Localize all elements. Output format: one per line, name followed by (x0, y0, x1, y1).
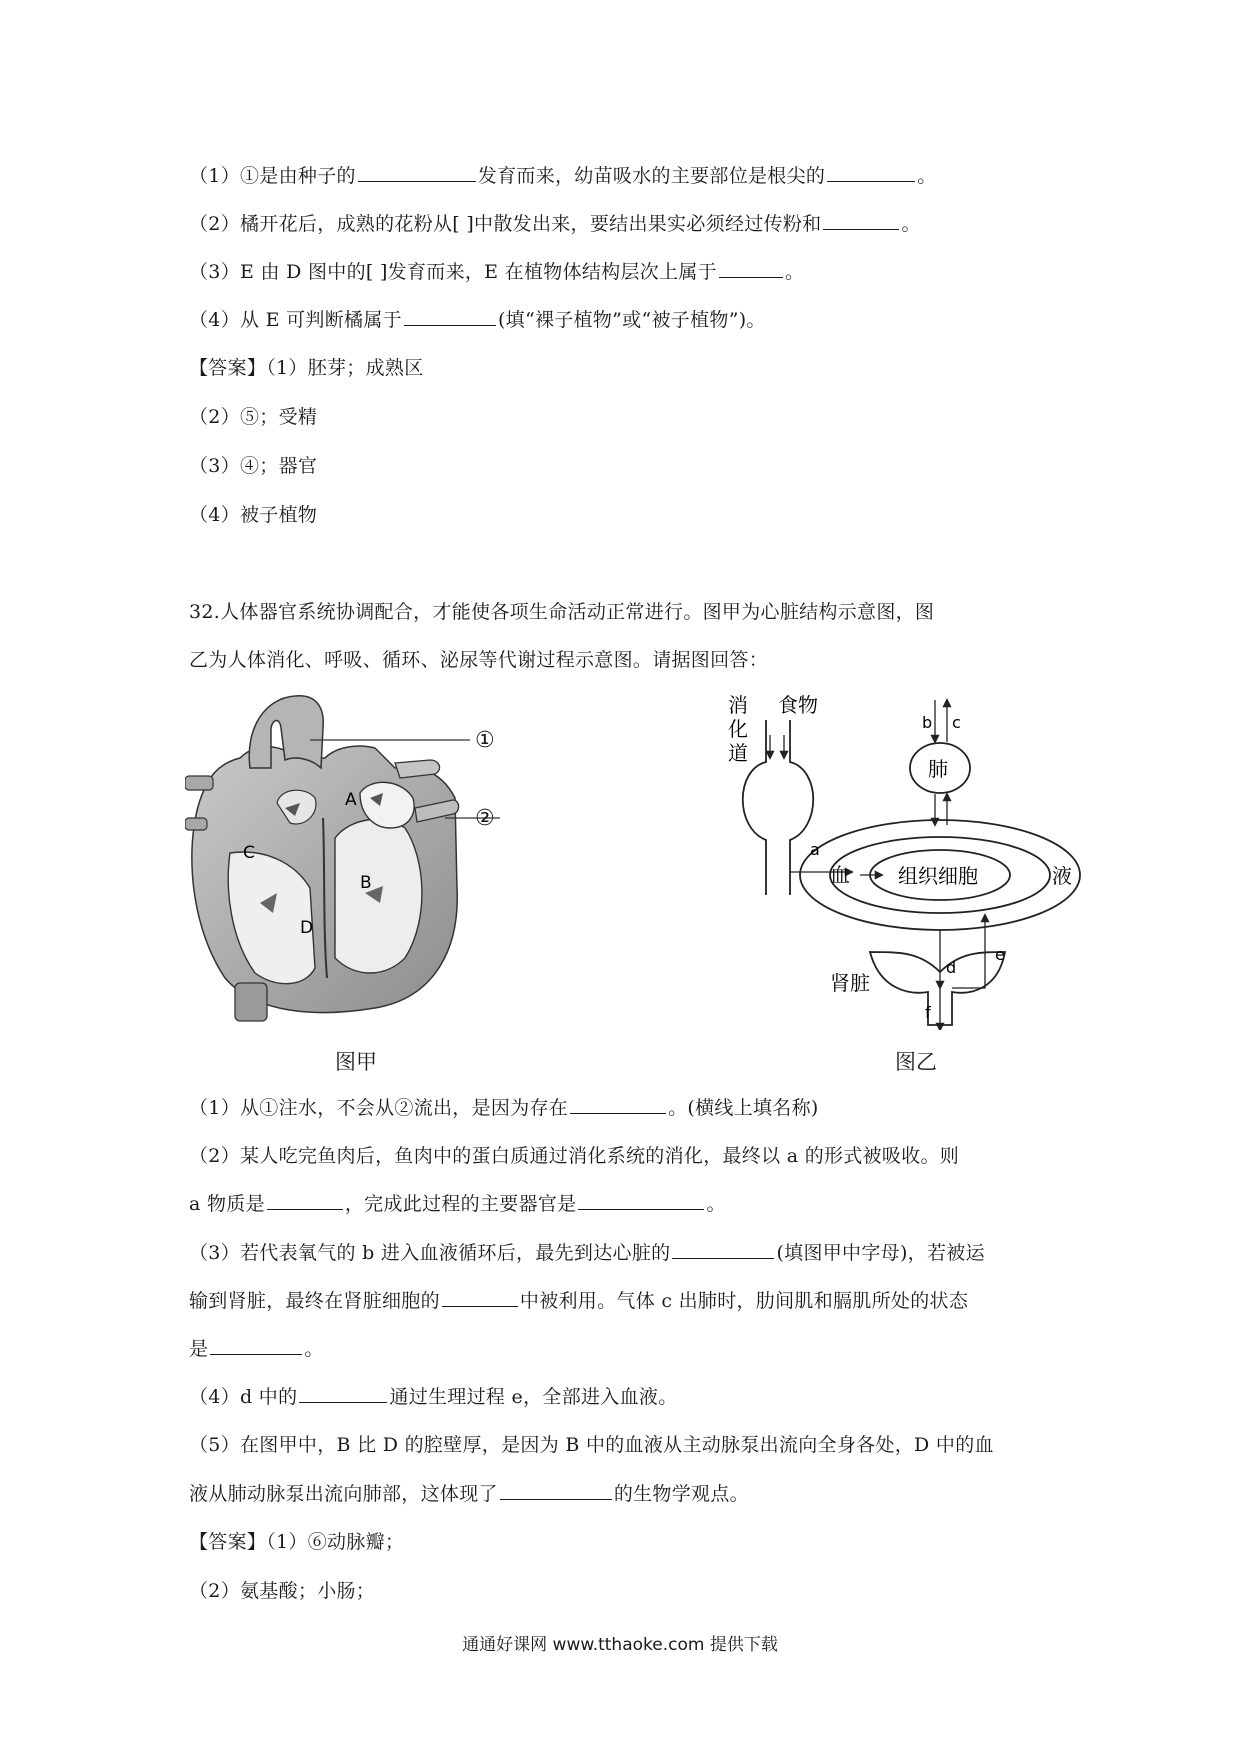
question-32-stem: 乙为人体消化、呼吸、循环、泌尿等代谢过程示意图。请据图回答： (189, 649, 769, 671)
answer-blank (267, 1191, 343, 1210)
label-d: d (946, 958, 957, 977)
text: 。 (706, 1193, 726, 1215)
question-part-1 (189, 162, 937, 190)
answer-blank (578, 1191, 704, 1210)
caption-yi: 图乙 (895, 1050, 937, 1074)
question-32-part-2b (189, 1190, 726, 1218)
answer-header: 【答案】（1）⑥动脉瓣； (189, 1531, 405, 1553)
answer-blank (719, 259, 783, 278)
text: 。 (304, 1338, 324, 1360)
question-32-part-3 (189, 1239, 985, 1267)
text: 是 (189, 1338, 209, 1360)
label-blood: 血 (830, 863, 850, 887)
answer-blank (299, 1384, 387, 1403)
text: 液从肺动脉泵出流向肺部，这体现了 (189, 1483, 498, 1505)
text: 。 (901, 213, 921, 235)
label-food: 食物 (778, 693, 818, 717)
text: 。 (785, 261, 805, 283)
text: (填“裸子植物”或“被子植物”)。 (497, 309, 766, 331)
text: （4）从 E 可判断橘属于 (189, 309, 402, 331)
question-32-part-3b (189, 1287, 968, 1315)
text: （1）从①注水，不会从②流出，是因为存在 (189, 1097, 569, 1119)
text: （3）若代表氧气的 b 进入血液循环后，最先到达心脏的 (189, 1242, 671, 1264)
label-C: C (243, 843, 255, 863)
text: 中被利用。气体 c 出肺时，肋间肌和膈肌所处的状态 (519, 1290, 969, 1312)
label-digest-3: 道 (728, 741, 748, 765)
question-32-part-5: （5）在图甲中，B 比 D 的腔壁厚，是因为 B 中的血液从主动脉泵出流向全身各处，D 中的血 (189, 1434, 994, 1456)
answer-blank (672, 1240, 774, 1259)
label-c: c (952, 713, 961, 732)
question-part-2 (189, 210, 921, 238)
label-f: f (925, 1003, 931, 1022)
text: 通过生理过程 e，全部进入血液。 (389, 1386, 678, 1408)
label-tissue-cells: 组织细胞 (898, 864, 978, 888)
answer-blank (358, 163, 476, 182)
text: 发育而来，幼苗吸水的主要部位是根尖的 (477, 165, 826, 187)
label-lung: 肺 (928, 757, 948, 781)
label-digest-2: 化 (728, 717, 748, 741)
answer-blank (442, 1288, 518, 1307)
answer-blank (823, 211, 899, 230)
question-part-3 (189, 258, 804, 286)
question-32-stem: 32.人体器官系统协调配合，才能使各项生命活动正常进行。图甲为心脏结构示意图，图 (189, 601, 935, 623)
text: 输到肾脏，最终在肾脏细胞的 (189, 1290, 440, 1312)
text: (填图甲中字母)，若被运 (776, 1242, 985, 1264)
label-digest-1: 消 (728, 693, 748, 717)
label-fluid: 液 (1052, 864, 1072, 888)
answer-blank (500, 1481, 612, 1500)
text: （2）橘开花后，成熟的花粉从[ ]中散发出来，要结出果实必须经过传粉和 (189, 213, 822, 235)
label-one: ① (475, 728, 495, 753)
text: 。 (917, 165, 937, 187)
text: （3）E 由 D 图中的[ ]发育而来，E 在植物体结构层次上属于 (189, 261, 717, 283)
answer-line: （2）⑤；受精 (189, 406, 318, 428)
question-part-4 (189, 306, 766, 334)
leader-lines (300, 720, 530, 830)
label-a: a (810, 840, 820, 859)
page-footer: 通通好课网 www.tthaoke.com 提供下载 (462, 1635, 778, 1655)
label-D: D (300, 918, 314, 938)
label-e: e (995, 945, 1005, 964)
answer-blank (404, 307, 496, 326)
answer-blank (210, 1336, 302, 1355)
label-b: b (922, 713, 933, 732)
label-kidney: 肾脏 (830, 971, 870, 995)
text: 。(横线上填名称) (668, 1097, 819, 1119)
text: 的生物学观点。 (613, 1483, 749, 1505)
label-A: A (345, 790, 357, 810)
answer-line: （2）氨基酸；小肠； (189, 1580, 376, 1602)
text: ，完成此过程的主要器官是 (344, 1193, 577, 1215)
question-32-part-3c (189, 1335, 324, 1363)
text: （1）①是由种子的 (189, 165, 356, 187)
text: a 物质是 (189, 1193, 265, 1215)
caption-jia: 图甲 (335, 1050, 377, 1074)
metabolism-diagram (700, 690, 1100, 1030)
label-two: ② (475, 806, 495, 831)
question-32-part-2: （2）某人吃完鱼肉后，鱼肉中的蛋白质通过消化系统的消化，最终以 a 的形式被吸收。则 (189, 1145, 960, 1167)
question-32-part-5b (189, 1480, 749, 1508)
answer-blank (570, 1095, 666, 1114)
question-32-part-1 (189, 1094, 819, 1122)
label-B: B (360, 873, 372, 893)
text: （4）d 中的 (189, 1386, 298, 1408)
question-32-part-4 (189, 1383, 678, 1411)
answer-blank (827, 163, 915, 182)
answer-line: （4）被子植物 (189, 504, 318, 526)
answer-line: （3）④；器官 (189, 455, 318, 477)
answer-header: 【答案】（1）胚芽；成熟区 (189, 357, 424, 379)
